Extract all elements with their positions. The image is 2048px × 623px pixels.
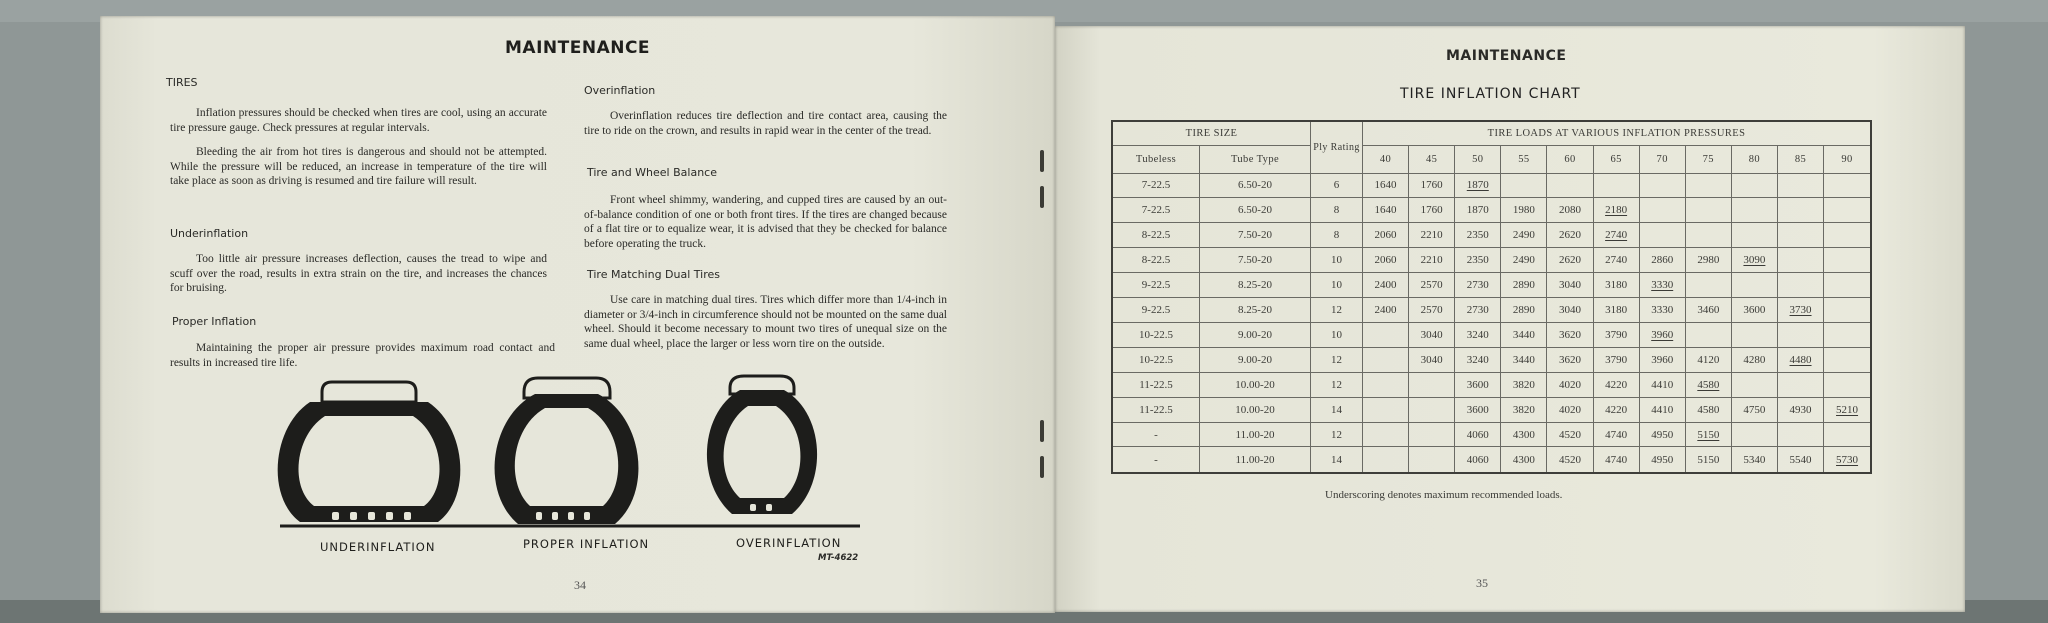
cell-load <box>1731 273 1777 298</box>
cell-tubetype: 10.00-20 <box>1200 397 1311 422</box>
cell-tubetype: 7.50-20 <box>1200 223 1311 248</box>
underinflation-paragraph: Too little air pressure increases deflection, causes the tread to wipe and scuff over the road, results in extra strain on the tire, and increases the chances for bruising. <box>170 253 547 295</box>
right-page-heading: MAINTENANCE <box>1446 48 1567 64</box>
cell-load <box>1593 173 1639 198</box>
chart-footnote: Underscoring denotes maximum recommended loads. <box>1325 489 1563 501</box>
cell-load: 4930 <box>1777 397 1823 422</box>
cell-load <box>1824 248 1871 273</box>
cell-load: 3240 <box>1455 347 1501 372</box>
cell-load: 3040 <box>1409 347 1455 372</box>
cell-load: 3620 <box>1547 322 1593 347</box>
cell-load: 3330 <box>1639 298 1685 323</box>
cell-load <box>1409 397 1455 422</box>
cell-load: 2890 <box>1501 273 1547 298</box>
cell-load: 2180 <box>1593 198 1639 223</box>
table-row <box>1112 397 1871 422</box>
cell-load: 5730 <box>1824 447 1871 473</box>
cell-load: 4020 <box>1547 372 1593 397</box>
cell-load: 2350 <box>1455 248 1501 273</box>
cell-load <box>1824 422 1871 447</box>
caption-underinflation: UNDERINFLATION <box>320 540 436 554</box>
tire-inflation-table <box>1111 120 1872 474</box>
cell-load <box>1824 223 1871 248</box>
cell-ply: 8 <box>1311 198 1363 223</box>
cell-load: 1640 <box>1363 198 1409 223</box>
cell-load <box>1824 372 1871 397</box>
header-tire-loads: TIRE LOADS AT VARIOUS INFLATION PRESSURES <box>1363 121 1872 145</box>
cell-load <box>1685 273 1731 298</box>
cell-tubetype: 7.50-20 <box>1200 248 1311 273</box>
cell-load: 4740 <box>1593 422 1639 447</box>
header-tire-size: TIRE SIZE <box>1112 121 1311 145</box>
cell-load: 3040 <box>1409 322 1455 347</box>
cell-tubeless: 8-22.5 <box>1112 248 1200 273</box>
cell-load: 3600 <box>1455 397 1501 422</box>
cell-load <box>1824 273 1871 298</box>
cell-load <box>1409 422 1455 447</box>
cell-tubeless: 8-22.5 <box>1112 223 1200 248</box>
cell-load <box>1685 173 1731 198</box>
staple-top-2 <box>1040 186 1044 208</box>
cell-ply: 8 <box>1311 223 1363 248</box>
cell-load: 1760 <box>1409 173 1455 198</box>
cell-tubeless: 9-22.5 <box>1112 273 1200 298</box>
cell-load <box>1639 173 1685 198</box>
cell-load <box>1824 322 1871 347</box>
cell-load <box>1731 422 1777 447</box>
header-tubeless: Tubeless <box>1112 145 1200 173</box>
cell-tubeless: 11-22.5 <box>1112 397 1200 422</box>
cell-load: 5340 <box>1731 447 1777 473</box>
cell-load <box>1363 422 1409 447</box>
cell-tubetype: 9.00-20 <box>1200 322 1311 347</box>
cell-load <box>1409 447 1455 473</box>
cell-load: 2730 <box>1455 298 1501 323</box>
header-ply-rating: Ply Rating <box>1311 121 1363 173</box>
cell-load: 1870 <box>1455 198 1501 223</box>
cell-load: 3460 <box>1685 298 1731 323</box>
cell-load: 4410 <box>1639 397 1685 422</box>
cell-load: 3730 <box>1777 298 1823 323</box>
cell-load: 4300 <box>1501 447 1547 473</box>
underinflation-title: Underinflation <box>170 227 249 240</box>
cell-ply: 12 <box>1311 298 1363 323</box>
cell-load: 3440 <box>1501 347 1547 372</box>
table-row <box>1112 322 1871 347</box>
header-pressure: 40 <box>1363 145 1409 173</box>
proper-inflation-text <box>170 341 555 370</box>
overinflation-paragraph: Overinflation reduces tire deflection and tire contact area, causing the tire to ride on the crown, and results in rapid wear in the center of the tread. <box>584 110 947 137</box>
cell-load: 4580 <box>1685 372 1731 397</box>
balance-paragraph: Front wheel shimmy, wandering, and cupped tires are caused by an out-of-balance condition of one or both front tires. If the tires are changed because of a flat tire or to equalize wear, it is advised that they be checked for balance before operating the truck. <box>584 194 947 250</box>
cell-load: 4410 <box>1639 372 1685 397</box>
cell-load: 2890 <box>1501 298 1547 323</box>
cell-load: 3330 <box>1639 273 1685 298</box>
cell-ply: 12 <box>1311 422 1363 447</box>
overinflation-text <box>584 109 947 138</box>
cell-load: 5210 <box>1824 397 1871 422</box>
cell-load <box>1777 173 1823 198</box>
header-pressure: 55 <box>1501 145 1547 173</box>
proper-tire-icon <box>495 378 639 524</box>
cell-load <box>1731 372 1777 397</box>
table-row <box>1112 422 1871 447</box>
cell-load: 3040 <box>1547 298 1593 323</box>
cell-load <box>1685 198 1731 223</box>
cell-load: 4750 <box>1731 397 1777 422</box>
staple-bottom-2 <box>1040 456 1044 478</box>
cell-tubetype: 9.00-20 <box>1200 347 1311 372</box>
table-row <box>1112 248 1871 273</box>
cell-load: 2570 <box>1409 273 1455 298</box>
cell-load: 2980 <box>1685 248 1731 273</box>
header-tube-type: Tube Type <box>1200 145 1311 173</box>
cell-load: 1640 <box>1363 173 1409 198</box>
cell-ply: 10 <box>1311 322 1363 347</box>
cell-load: 2860 <box>1639 248 1685 273</box>
table-row <box>1112 223 1871 248</box>
cell-load: 4220 <box>1593 372 1639 397</box>
cell-load <box>1363 447 1409 473</box>
cell-load: 2490 <box>1501 223 1547 248</box>
cell-tubeless: 11-22.5 <box>1112 372 1200 397</box>
cell-load: 1760 <box>1409 198 1455 223</box>
cell-load: 4580 <box>1685 397 1731 422</box>
proper-inflation-title: Proper Inflation <box>172 315 257 328</box>
cell-load: 3180 <box>1593 298 1639 323</box>
cell-load: 2620 <box>1547 223 1593 248</box>
left-page-heading: MAINTENANCE <box>505 38 651 58</box>
balance-text <box>584 193 947 251</box>
header-pressure: 65 <box>1593 145 1639 173</box>
underinflated-tire-icon <box>278 382 461 522</box>
table-row <box>1112 347 1871 372</box>
cell-load: 3600 <box>1731 298 1777 323</box>
cell-load <box>1824 198 1871 223</box>
cell-load: 3440 <box>1501 322 1547 347</box>
cell-ply: 6 <box>1311 173 1363 198</box>
cell-load: 3040 <box>1547 273 1593 298</box>
cell-tubeless: 10-22.5 <box>1112 322 1200 347</box>
tire-inflation-figure <box>270 372 870 532</box>
cell-load: 2210 <box>1409 223 1455 248</box>
cell-load: 2740 <box>1593 223 1639 248</box>
cell-load: 4520 <box>1547 422 1593 447</box>
cell-load <box>1639 198 1685 223</box>
cell-load: 5150 <box>1685 422 1731 447</box>
cell-load <box>1731 223 1777 248</box>
cell-load <box>1777 372 1823 397</box>
cell-tubetype: 11.00-20 <box>1200 422 1311 447</box>
cell-load <box>1639 223 1685 248</box>
header-pressure: 90 <box>1824 145 1871 173</box>
cell-tubetype: 10.00-20 <box>1200 372 1311 397</box>
underinflation-text <box>170 252 547 296</box>
header-pressure: 80 <box>1731 145 1777 173</box>
tires-title: TIRES <box>166 76 198 89</box>
cell-load: 2400 <box>1363 273 1409 298</box>
cell-load: 4020 <box>1547 397 1593 422</box>
cell-load: 2400 <box>1363 298 1409 323</box>
cell-ply: 14 <box>1311 397 1363 422</box>
cell-load: 4950 <box>1639 422 1685 447</box>
overinflated-tire-icon <box>707 376 817 514</box>
cell-load: 2570 <box>1409 298 1455 323</box>
cell-tubetype: 11.00-20 <box>1200 447 1311 473</box>
cell-load <box>1731 173 1777 198</box>
cell-load: 4950 <box>1639 447 1685 473</box>
cell-load: 2060 <box>1363 223 1409 248</box>
cell-tubeless: - <box>1112 447 1200 473</box>
cell-load <box>1363 322 1409 347</box>
cell-ply: 12 <box>1311 372 1363 397</box>
cell-load: 3240 <box>1455 322 1501 347</box>
cell-load <box>1409 372 1455 397</box>
tires-paragraph-2: Bleeding the air from hot tires is dangerous and should not be attempted. While the pressure will be reduced, an increase in temperature of the tire will take place as soon as driving is resumed and tire failure will result. <box>170 146 547 188</box>
header-pressure: 75 <box>1685 145 1731 173</box>
cell-load <box>1777 322 1823 347</box>
cell-load: 3960 <box>1639 347 1685 372</box>
right-page-number: 35 <box>1476 576 1488 590</box>
cell-load: 2210 <box>1409 248 1455 273</box>
cell-load <box>1363 397 1409 422</box>
cell-load <box>1731 198 1777 223</box>
cell-load <box>1824 173 1871 198</box>
tires-text <box>170 106 547 189</box>
dual-tires-title: Tire Matching Dual Tires <box>587 268 721 281</box>
figure-id: MT-4622 <box>818 553 859 563</box>
cell-ply: 14 <box>1311 447 1363 473</box>
cell-ply: 12 <box>1311 347 1363 372</box>
cell-ply: 10 <box>1311 248 1363 273</box>
cell-load <box>1777 198 1823 223</box>
table-row <box>1112 298 1871 323</box>
cell-load: 3790 <box>1593 347 1639 372</box>
cell-load: 4520 <box>1547 447 1593 473</box>
header-pressure: 85 <box>1777 145 1823 173</box>
cell-load <box>1547 173 1593 198</box>
table-row <box>1112 173 1871 198</box>
cell-load: 5150 <box>1685 447 1731 473</box>
cell-load <box>1363 372 1409 397</box>
cell-load <box>1363 347 1409 372</box>
cell-tubeless: 10-22.5 <box>1112 347 1200 372</box>
cell-load: 3820 <box>1501 372 1547 397</box>
header-pressure: 50 <box>1455 145 1501 173</box>
cell-load <box>1685 322 1731 347</box>
cell-load: 2060 <box>1363 248 1409 273</box>
cell-load: 3820 <box>1501 397 1547 422</box>
cell-load: 2620 <box>1547 248 1593 273</box>
cell-load: 1870 <box>1455 173 1501 198</box>
cell-load: 3180 <box>1593 273 1639 298</box>
caption-overinflation: OVERINFLATION <box>736 536 842 550</box>
header-pressure: 60 <box>1547 145 1593 173</box>
cell-load: 4220 <box>1593 397 1639 422</box>
cell-tubetype: 6.50-20 <box>1200 173 1311 198</box>
proper-inflation-paragraph: Maintaining the proper air pressure provides maximum road contact and results in increased tire life. <box>170 342 555 369</box>
cell-load <box>1777 223 1823 248</box>
cell-load: 2350 <box>1455 223 1501 248</box>
cell-load: 3960 <box>1639 322 1685 347</box>
cell-load: 3790 <box>1593 322 1639 347</box>
cell-load: 2740 <box>1593 248 1639 273</box>
staple-top <box>1040 150 1044 172</box>
cell-load <box>1824 347 1871 372</box>
cell-load: 3620 <box>1547 347 1593 372</box>
cell-tubetype: 8.25-20 <box>1200 298 1311 323</box>
cell-load: 4740 <box>1593 447 1639 473</box>
header-pressure: 70 <box>1639 145 1685 173</box>
cell-load: 3090 <box>1731 248 1777 273</box>
cell-tubetype: 6.50-20 <box>1200 198 1311 223</box>
balance-title: Tire and Wheel Balance <box>587 166 717 179</box>
cell-load: 2080 <box>1547 198 1593 223</box>
cell-ply: 10 <box>1311 273 1363 298</box>
cell-tubetype: 8.25-20 <box>1200 273 1311 298</box>
chart-title: TIRE INFLATION CHART <box>1400 86 1581 102</box>
table-row <box>1112 198 1871 223</box>
tires-paragraph-1: Inflation pressures should be checked when tires are cool, using an accurate tire pressure gauge. Check pressures at regular intervals. <box>170 107 547 134</box>
cell-load <box>1824 298 1871 323</box>
table-row <box>1112 447 1871 473</box>
cell-load <box>1731 322 1777 347</box>
caption-proper-inflation: PROPER INFLATION <box>523 537 650 551</box>
left-page-number: 34 <box>574 578 586 592</box>
cell-load: 4300 <box>1501 422 1547 447</box>
cell-load: 4120 <box>1685 347 1731 372</box>
table-row <box>1112 372 1871 397</box>
header-pressure: 45 <box>1409 145 1455 173</box>
cell-load: 2730 <box>1455 273 1501 298</box>
cell-load: 5540 <box>1777 447 1823 473</box>
cell-tubeless: 7-22.5 <box>1112 198 1200 223</box>
cell-load <box>1777 422 1823 447</box>
cell-load: 3600 <box>1455 372 1501 397</box>
cell-load: 4060 <box>1455 447 1501 473</box>
cell-load: 4280 <box>1731 347 1777 372</box>
cell-tubeless: 9-22.5 <box>1112 298 1200 323</box>
table-row <box>1112 273 1871 298</box>
cell-tubeless: 7-22.5 <box>1112 173 1200 198</box>
cell-load <box>1501 173 1547 198</box>
cell-load <box>1777 273 1823 298</box>
cell-tubeless: - <box>1112 422 1200 447</box>
cell-load: 1980 <box>1501 198 1547 223</box>
staple-bottom <box>1040 420 1044 442</box>
cell-load: 2490 <box>1501 248 1547 273</box>
dual-tires-text <box>584 293 947 351</box>
overinflation-title: Overinflation <box>584 84 656 97</box>
cell-load <box>1685 223 1731 248</box>
cell-load: 4060 <box>1455 422 1501 447</box>
cell-load <box>1777 248 1823 273</box>
dual-tires-paragraph: Use care in matching dual tires. Tires which differ more than 1/4-inch in diameter or 3/4-inch in circumference should not be mounted on the same dual wheel. Should it become necessary to mount two tires of unequal size on the same dual wheel, place the larger or less worn tire on the outside. <box>584 294 947 350</box>
cell-load: 4480 <box>1777 347 1823 372</box>
